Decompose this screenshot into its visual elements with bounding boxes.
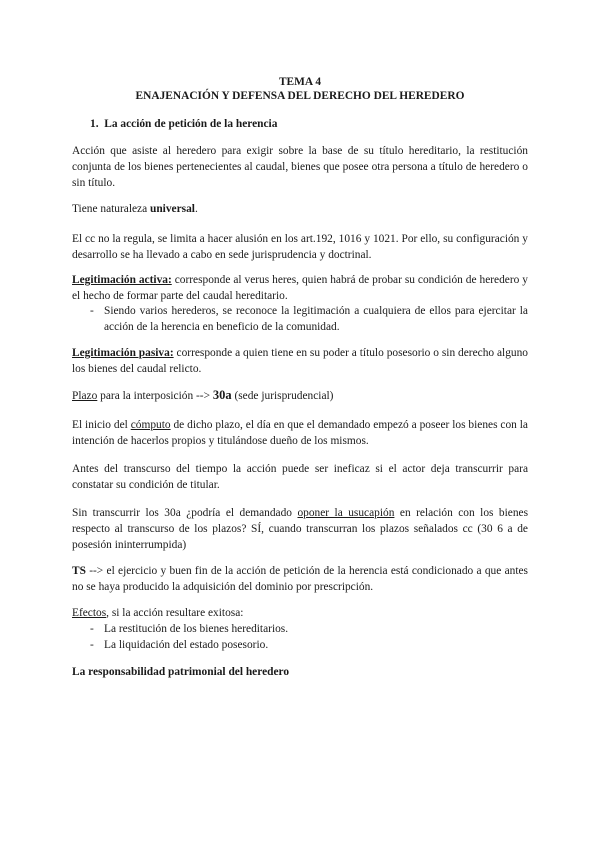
usucapion-post: en relación con los bienes respecto al transcurso de los plazos? SÍ, cuando transcurran los plazos señalados cc (30 6 a de posesión ininterrumpida) [72,507,529,551]
legitimacion-activa-text: corresponde al verus heres, quien habrá de probar su condición de heredero y el hecho de formar parte del caudal hereditario. [72,274,528,302]
plazo-text: para la interposición --> [97,390,213,402]
legitimacion-activa-list [72,303,528,335]
paragraph-regulacion: El cc no la regula, se limita a hacer alusión en los art.192, 1016 y 1021. Por ello, su configuración y desarrollo se ha llevado a cabo en sede jurisprudencia y doctrinal. [72,233,528,261]
plazo-label: Plazo [72,390,98,402]
document-title: ENAJENACIÓN Y DEFENSA DEL DERECHO DEL HEREDERO [135,90,465,102]
naturaleza-bold: universal [150,203,195,215]
dash-marker: - [90,639,94,651]
legitimacion-pasiva-label: Legitimación pasiva: [72,347,174,359]
legitimacion-pasiva-text: corresponde a quien tiene en su poder a título posesorio o sin derecho alguno los bienes del caudal relicto. [72,347,528,375]
tema-label: TEMA 4 [278,76,322,88]
section-1-heading [72,116,546,132]
paragraph-usucapion [72,505,528,553]
list-item-text: La restitución de los bienes hereditarios. [104,623,289,635]
list-item-text: Siendo varios herederos, se reconoce la legitimación a cualquiera de ellos para ejercitar la acción de la herencia en beneficio de la comunidad. [104,305,528,333]
list-item [72,637,528,653]
paragraph-naturaleza [72,201,528,217]
plazo-note: (sede jurisprudencial) [231,390,334,402]
paragraph-legitimacion-activa [72,272,528,304]
paragraph-definition: Acción que asiste al heredero para exigir sobre la base de su título hereditario, la restitución conjunta de los bienes pertenecientes al caudal, bienes que posee otra persona a título de heredero o sin título. [72,145,528,189]
efectos-text: , si la acción resultare exitosa: [106,607,244,619]
dash-marker: - [90,305,94,317]
ts-label: TS [72,565,86,577]
efectos-list [72,621,528,653]
paragraph-plazo [72,387,528,404]
section-1-number: 1. [90,118,99,130]
dash-marker: - [90,623,94,635]
ts-text: --> el ejercicio y buen fin de la acción de petición de la herencia está condicionado a que antes no se haya producido la adquisición del dominio por prescripción. [72,565,528,593]
paragraph-legitimacion-pasiva [72,345,528,377]
usucapion-underlined: oponer la usucapión [297,507,395,519]
usucapion-pre: Sin transcurrir los 30a ¿podría el demandado [72,507,298,519]
list-item [72,621,528,637]
legitimacion-activa-label: Legitimación activa: [72,274,172,286]
computo-underlined: cómputo [130,419,171,431]
computo-post: de dicho plazo, el día en que el demandado empezó a poseer los bienes con la intención de hacerlos propios y titulándose dueño de los mismos. [72,419,528,447]
paragraph-ts [72,563,528,595]
paragraph-computo [72,417,528,449]
plazo-value: 30a [212,388,232,402]
list-item-text: La liquidación del estado posesorio. [104,639,269,651]
computo-pre: El inicio del [72,419,131,431]
section-2-heading: La responsabilidad patrimonial del heredero [72,666,290,678]
section-1-title: La acción de petición de la herencia [104,118,278,130]
paragraph-efectos [72,605,528,621]
naturaleza-end: . [194,203,198,215]
paragraph-ineficaz: Antes del transcurso del tiempo la acción puede ser ineficaz si el actor deja transcurrir para constatar su condición de titular. [72,463,528,491]
efectos-label: Efectos [72,607,107,619]
naturaleza-text: Tiene naturaleza [72,203,151,215]
list-item [72,303,528,335]
